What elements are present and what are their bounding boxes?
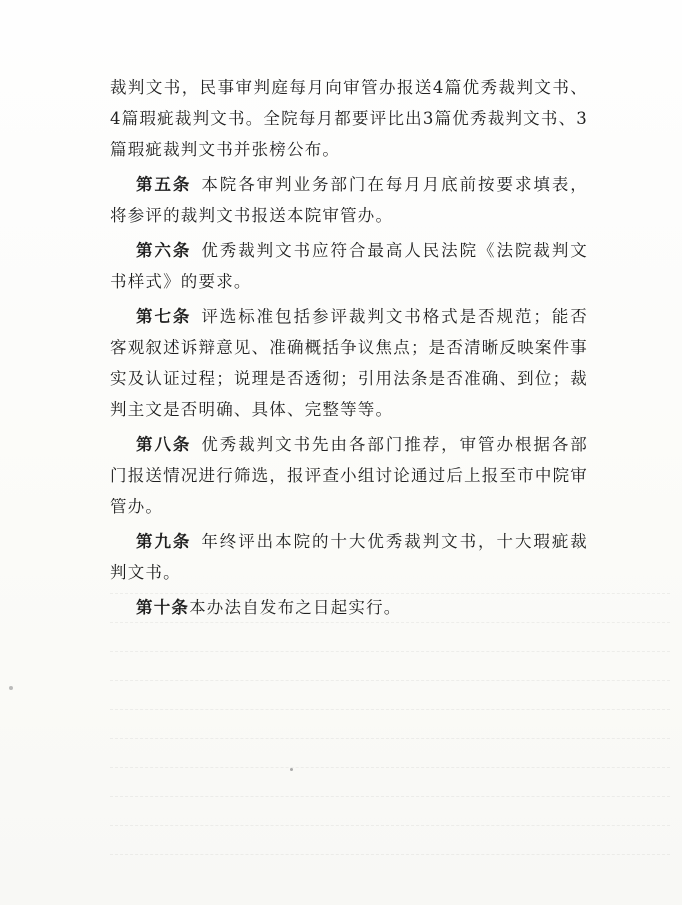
document-body [110, 72, 588, 623]
paragraph-text: 本办法自发布之日起实行。 [189, 598, 402, 617]
paragraph-text: 年终评出本院的十大优秀裁判文书，十大瑕疵裁判文书。 [110, 532, 588, 582]
scan-speck [290, 768, 293, 771]
article-number: 第七条 [136, 307, 192, 326]
paragraph-article-10 [110, 592, 588, 623]
article-number: 第九条 [136, 532, 192, 551]
paragraph-continuation [110, 72, 588, 165]
article-number: 第八条 [136, 435, 192, 454]
paragraph-article-7 [110, 301, 588, 425]
paragraph-article-6 [110, 235, 588, 297]
paragraph-article-8 [110, 429, 588, 522]
paragraph-text: 评选标准包括参评裁判文书格式是否规范；能否客观叙述诉辩意见、准确概括争议焦点；是否清晰反映案件事实及认证过程；说理是否透彻；引用法条是否准确、到位；裁判主文是否明确、具体、完整等等。 [110, 307, 588, 419]
scan-speck [9, 686, 13, 690]
article-number: 第十条 [136, 598, 190, 617]
article-number: 第五条 [136, 175, 192, 194]
paragraph-text: 优秀裁判文书应符合最高人民法院《法院裁判文书样式》的要求。 [110, 241, 588, 291]
paragraph-text: 优秀裁判文书先由各部门推荐，审管办根据各部门报送情况进行筛选，报评查小组讨论通过后上报至市中院审管办。 [110, 435, 588, 516]
article-number: 第六条 [136, 241, 192, 260]
paragraph-article-9 [110, 526, 588, 588]
paragraph-text: 裁判文书，民事审判庭每月向审管办报送4篇优秀裁判文书、4篇瑕疵裁判文书。全院每月都要评比出3篇优秀裁判文书、3篇瑕疵裁判文书并张榜公布。 [110, 78, 588, 159]
paragraph-text: 本院各审判业务部门在每月月底前按要求填表，将参评的裁判文书报送本院审管办。 [110, 175, 588, 225]
paragraph-article-5 [110, 169, 588, 231]
